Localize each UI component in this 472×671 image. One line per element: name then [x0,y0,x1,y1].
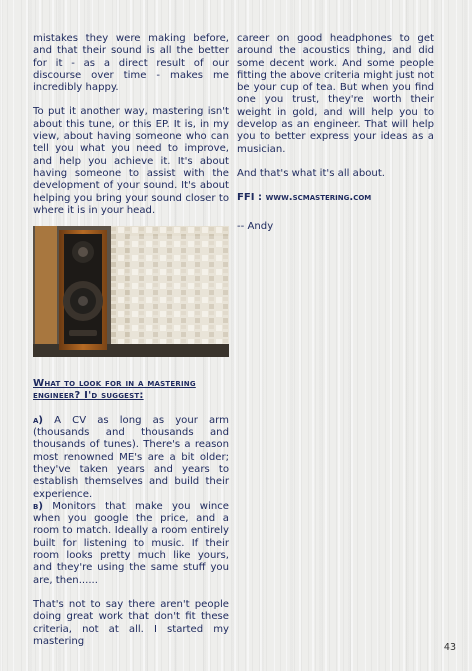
list-item-text: Monitors that make you wince when you google the price, and a room to match. Ideally a room entirely built for listening to music. If their room looks pretty much like yours, and they're using the same stuff you are, then...... [33,500,229,586]
paragraph: To put it another way, mastering isn't about this tune, or this EP. It is, in my view, about having someone who can tell you what you need to improve, and help you achieve it. It's about having someone to assist with the development of your sound. It's about helping you bring your sound closer to where it is in your head. [33,106,229,216]
section-heading: What to look for in a mastering engineer? I'd suggest: [33,378,196,402]
website-link[interactable]: www.scmastering.com [265,192,372,204]
paragraph: career on good headphones to get around the acoustics thing, and did some decent work. And some people fitting the above criteria might just not be your cup of tea. But when you find one you trust, they're worth their weight in gold, and will help you to develop as an engineer. That will help you to better express your ideas as a musician. [237,33,434,155]
page-number: 43 [443,642,456,653]
ffi-line [237,192,434,204]
list-item-text: A CV as long as your arm (thousands and thousands and thousands of tunes). There's a reason most renowned ME's are a bit older; they've taken years and years to establish themselves and build their experience. [33,414,229,500]
paragraph: That's not to say there aren't people doing great work that don't fit these criteria, not at all. I started my mastering [33,598,229,647]
right-column [237,33,434,233]
studio-speaker-photo [33,226,229,357]
speaker-illustration [33,226,229,357]
list-item-a [33,415,229,501]
list-item-label: a) [33,414,44,426]
paragraph: mistakes they were making before, and that their sound is all the better for it - as a direct result of our discourse over time - makes me incredibly happy. [33,33,229,94]
ffi-label: FFI : [237,192,266,204]
list-item-b [33,501,229,587]
signoff: -- Andy [237,220,274,232]
paragraph: And that's what it's all about. [237,167,386,179]
list-item-label: b) [33,500,43,512]
